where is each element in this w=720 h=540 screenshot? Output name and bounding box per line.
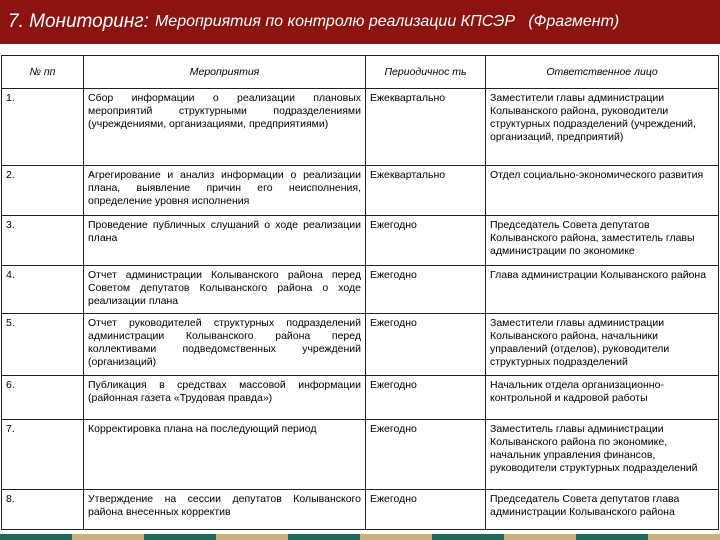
table-row (2, 314, 719, 376)
row-responsible: Председатель Совета депутатов Колыванского района, заместитель главы администрации по экономике (486, 216, 719, 266)
row-responsible: Начальник отдела организационно-контрольной и кадровой работы (486, 376, 719, 420)
strip-segment (504, 534, 576, 540)
strip-segment (72, 534, 144, 540)
row-number: 4. (2, 266, 84, 314)
table-row (2, 89, 719, 166)
row-period: Ежегодно (366, 490, 486, 530)
strip-segment (648, 534, 720, 540)
row-responsible: Заместители главы администрации Колыванского района, руководители структурных подразделений (учреждений, организаций, предприятий) (486, 89, 719, 166)
row-period: Ежеквартально (366, 166, 486, 216)
column-header-responsible: Ответственное лицо (486, 56, 719, 89)
column-header-number: № пп (2, 56, 84, 89)
row-event: Отчет руководителей структурных подразделений администрации Колыванского района перед коллективами подведомственных учреждений (организаций) (84, 314, 366, 376)
row-event: Корректировка плана на последующий период (84, 420, 366, 490)
strip-segment (216, 534, 288, 540)
row-responsible: Председатель Совета депутатов глава администрации Колыванского района (486, 490, 719, 530)
row-number: 2. (2, 166, 84, 216)
table-row (2, 420, 719, 490)
row-number: 1. (2, 89, 84, 166)
strip-segment (144, 534, 216, 540)
strip-segment (576, 534, 648, 540)
row-number: 8. (2, 490, 84, 530)
slide-title-main: 7. Мониторинг: (8, 11, 149, 32)
column-header-events: Мероприятия (84, 56, 366, 89)
row-period: Ежеквартально (366, 89, 486, 166)
row-event: Публикация в средствах массовой информации (районная газета «Трудовая правда») (84, 376, 366, 420)
row-number: 3. (2, 216, 84, 266)
row-responsible: Заместитель главы администрации Колыванского района по экономике, начальник управления финансов, руководители структурных подразделений (486, 420, 719, 490)
strip-segment (360, 534, 432, 540)
slide-title-bar (0, 0, 720, 44)
row-event: Проведение публичных слушаний о ходе реализации плана (84, 216, 366, 266)
row-event: Отчет администрации Колыванского района перед Советом депутатов Колыванского района о ходе реализации плана (84, 266, 366, 314)
row-number: 5. (2, 314, 84, 376)
strip-segment (0, 534, 72, 540)
strip-segment (288, 534, 360, 540)
monitoring-table (1, 55, 719, 530)
column-header-period: Периодичнос ть (366, 56, 486, 89)
strip-segment (432, 534, 504, 540)
row-period: Ежегодно (366, 216, 486, 266)
row-event: Утверждение на сессии депутатов Колыванского района внесенных корректив (84, 490, 366, 530)
row-number: 7. (2, 420, 84, 490)
table-header-row (2, 56, 719, 89)
decorative-bottom-strip (0, 534, 720, 540)
row-event: Сбор информации о реализации плановых мероприятий структурными подразделениями (учреждениями, организациями, предприятиями) (84, 89, 366, 166)
table-row (2, 216, 719, 266)
row-responsible: Глава администрации Колыванского района (486, 266, 719, 314)
table-row (2, 266, 719, 314)
row-period: Ежегодно (366, 314, 486, 376)
table-row (2, 166, 719, 216)
row-period: Ежегодно (366, 420, 486, 490)
row-period: Ежегодно (366, 376, 486, 420)
row-responsible: Заместители главы администрации Колыванского района, начальники управлений (отделов), руководители структурных подразделений (486, 314, 719, 376)
table-row (2, 490, 719, 530)
slide-title-subtitle: Мероприятия по контролю реализации КПСЭР (Фрагмент) (154, 13, 620, 30)
row-number: 6. (2, 376, 84, 420)
row-responsible: Отдел социально-экономического развития (486, 166, 719, 216)
row-period: Ежегодно (366, 266, 486, 314)
row-event: Агрегирование и анализ информации о реализации плана, выявление причин его неисполнения, определение уровня исполнения (84, 166, 366, 216)
table-row (2, 376, 719, 420)
